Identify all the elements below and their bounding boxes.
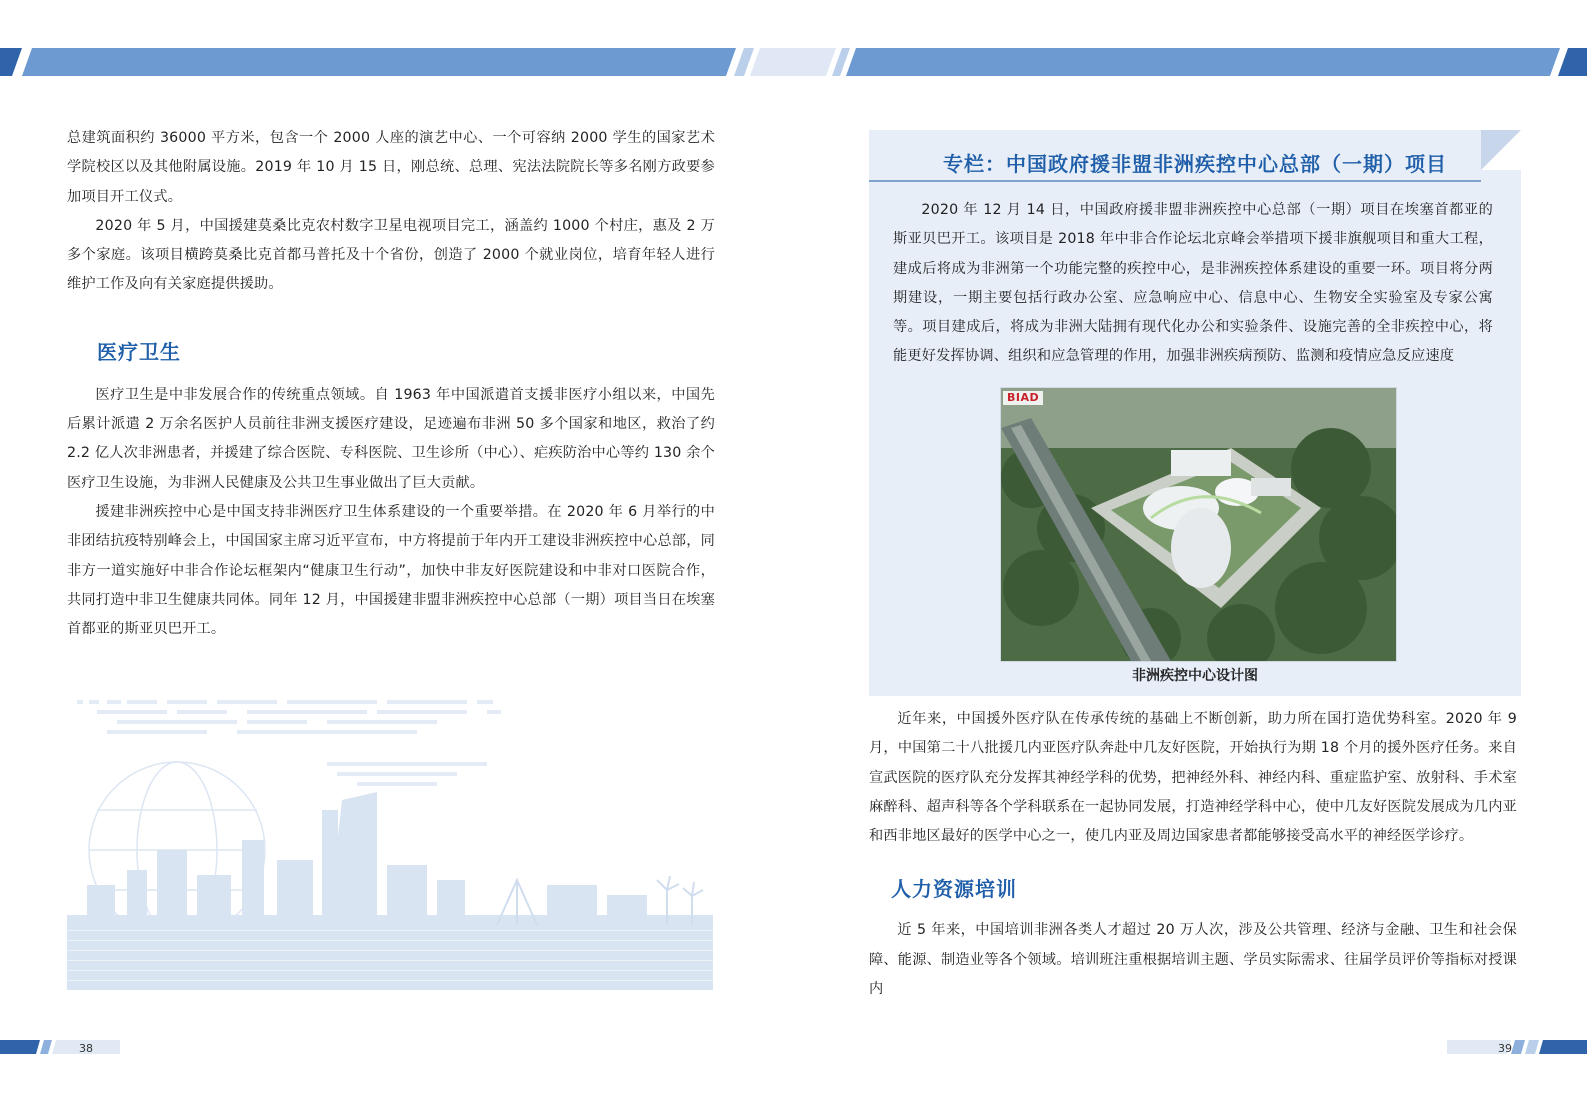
paragraph-mozambique-tv: 2020 年 5 月，中国援建莫桑比克农村数字卫星电视项目完工，涵盖约 1000 个村庄，惠及 2 万多个家庭。该项目横跨莫桑比克首都马普托及十个省份，创造了 2000 个就业岗位，培育年轻人进行维护工作及向有关家庭提供援助。 (67, 217, 715, 293)
biad-logo: BIAD (1003, 391, 1043, 405)
city-skyline-illustration (67, 700, 713, 1000)
left-page-column (67, 124, 715, 644)
sidebar-body (893, 196, 1493, 372)
footer-stripe-right (1447, 1040, 1587, 1054)
sidebar-title: 专栏：中国政府援非盟非洲疾控中心总部（一期）项目 (943, 152, 1447, 176)
paragraph-arts-center: 总建筑面积约 36000 平方米，包含一个 2000 人座的演艺中心、一个可容纳 2000 学生的国家艺术学院校区以及其他附属设施。2019 年 10 月 15 日，刚总统、总理、宪法法院院长等多名刚方政要参加项目开工仪式。 (67, 130, 715, 205)
heading-health: 医疗卫生 (97, 339, 181, 364)
heading-training: 人力资源培训 (891, 877, 1017, 902)
image-caption: 非洲疾控中心设计图 (1132, 668, 1258, 684)
aerial-rendering-graphic (1001, 388, 1396, 661)
sidebar-paragraph: 2020 年 12 月 14 日，中国政府援非盟非洲疾控中心总部（一期）项目在埃塞首都亚的斯亚贝巴开工。该项目是 2018 年中非合作论坛北京峰会举措项下援非旗舰项目和重大工程，建成后将成为非洲第一个功能完整的疾控中心，是非洲疾控体系建设的重要一环。项目将分两期建设，一期主要包括行政办公室、应急响应中心、信息中心、生物安全实验室及专家公寓等。项目建成后，将成为非洲大陆拥有现代化办公和实验条件、设施完善的全非疾控中心，将能更好发挥协调、组织和应急管理的作用，加强非洲疾病预防、监测和疫情应急反应速度 (893, 202, 1493, 365)
africa-cdc-rendering-image (1000, 387, 1397, 662)
paragraph-health-overview: 医疗卫生是中非发展合作的传统重点领域。自 1963 年中国派遣首支援非医疗小组以来，中国先后累计派遣 2 万余名医护人员前往非洲支援医疗建设，足迹遍布非洲 50 多个国家和地区，救治了约 2.2 亿人次非洲患者，并援建了综合医院、专科医院、卫生诊所（中心）、疟疾防治中心等约 130 余个医疗卫生设施，为非洲人民健康及公共卫生事业做出了巨大贡献。 (67, 386, 715, 491)
paragraph-guinea-medical-team: 近年来，中国援外医疗队在传承传统的基础上不断创新，助力所在国打造优势科室。2020 年 9 月，中国第二十八批援几内亚医疗队奔赴中几友好医院，开始执行为期 18 个月的援外医疗任务。来自宣武医院的医疗队充分发挥其神经学科的优势，把神经外科、神经内科、重症监护室、放射科、手术室麻醉科、超声科等各个学科联系在一起协同发展，打造神经学科中心，使中几友好医院发展成为几内亚和西非地区最好的医学中心之一，使几内亚及周边国家患者都能够接受高水平的神经医学诊疗。 (869, 711, 1517, 845)
page-number-right: 39 (1498, 1042, 1512, 1055)
sidebar-title-underline (869, 180, 1481, 182)
page-number-left: 38 (79, 1042, 93, 1055)
right-page-column (869, 705, 1517, 1004)
paragraph-africa-cdc: 援建非洲疾控中心是中国支持非洲医疗卫生体系建设的一个重要举措。在 2020 年 6 月举行的中非团结抗疫特别峰会上，中国国家主席习近平宣布，中方将提前于年内开工建设非洲疾控中心总部，同非方一道实施好中非合作论坛框架内“健康卫生行动”，加快中非友好医院建设和中非对口医院合作，共同打造中非卫生健康共同体。同年 12 月，中国援建非盟非洲疾控中心总部（一期）项目当日在埃塞首都亚的斯亚贝巴开工。 (67, 503, 715, 638)
header-stripe-band (0, 48, 1587, 76)
footer-stripe-left (0, 1040, 120, 1054)
paragraph-training: 近 5 年来，中国培训非洲各类人才超过 20 万人次，涉及公共管理、经济与金融、卫生和社会保障、能源、制造业等各个领域。培训班注重根据培训主题、学员实际需求、往届学员评价等指标对授课内 (869, 922, 1517, 998)
